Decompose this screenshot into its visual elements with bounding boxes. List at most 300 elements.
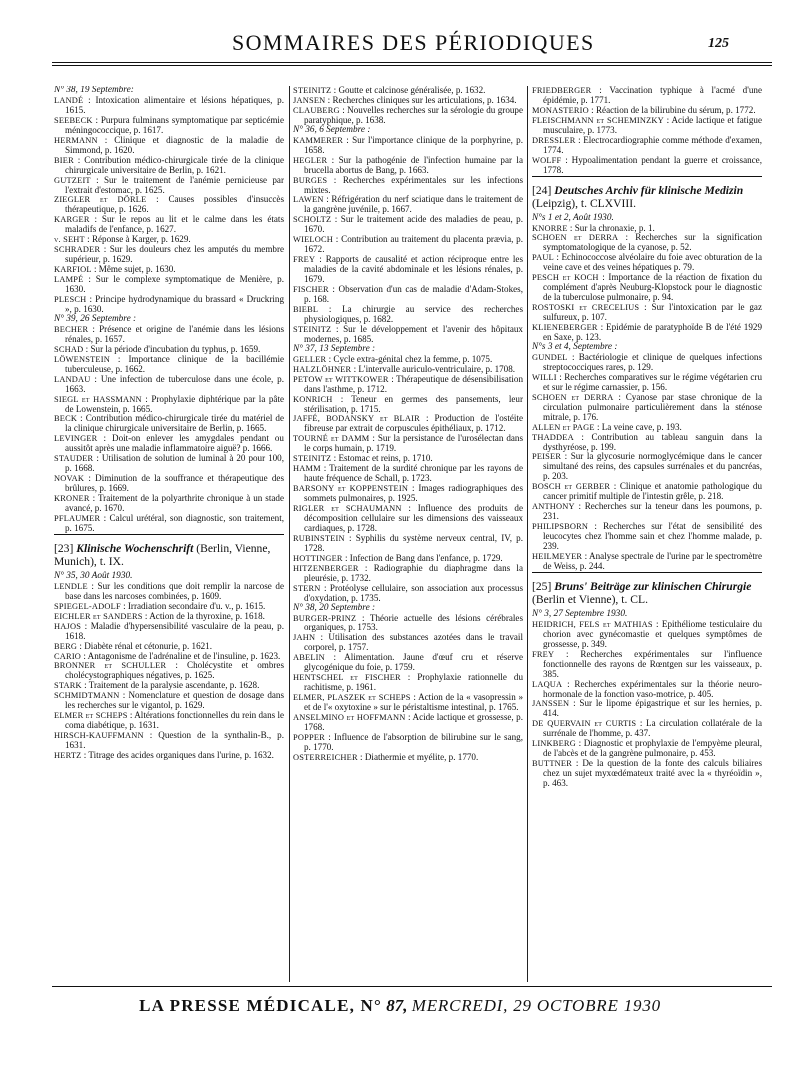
- article-entry: HERMANN : Clinique et diagnostic de la maladie de Simmond, p. 1620.: [54, 134, 284, 155]
- article-author: SCHOEN et DERRA: [532, 233, 619, 243]
- article-author: FLEISCHMANN et SCHEMINZKY: [532, 115, 664, 125]
- article-author: LEVINGER: [54, 434, 98, 444]
- article-entry: STERN : Protéolyse cellulaire, son association aux processus d'oxydation, p. 1735.: [293, 582, 523, 603]
- article-entry: ANTHONY : Recherches sur la teneur dans les poumons, p. 231.: [532, 501, 762, 522]
- article-author: JANSEN: [293, 95, 326, 105]
- article-title: Recherches comparatives sur le régime végétarien cru et sur le régime carnassier, p. 156.: [543, 371, 762, 392]
- article-author: KARFIOL: [54, 265, 92, 275]
- page-footer: [0, 996, 800, 1016]
- article-title: Traitement de la surdité chronique par les rayons de haute fréquence de Schall, p. 1723.: [304, 463, 523, 484]
- article-entry: WILLI : Recherches comparatives sur le régime végétarien cru et sur le régime carnassier, p. 156.: [532, 371, 762, 392]
- article-author: DRESSLER: [532, 135, 576, 145]
- article-entry: ANSELMINO et HOFFMANN : Acide lactique et grossesse, p. 1768.: [293, 712, 523, 732]
- article-author: BARSONY et KOPPENSTEIN: [293, 484, 409, 494]
- article-entry: NOVAK : Diminution de la souffrance et thérapeutique des brûlures, p. 1669.: [54, 473, 284, 494]
- article-title: Analyse spectrale de l'urine par le spectromètre de Weiss, p. 244.: [543, 550, 762, 571]
- article-author: BIEBL: [293, 304, 319, 314]
- article-author: GUTZEIT: [54, 175, 91, 185]
- article-author: LENDLE: [54, 581, 88, 591]
- header-rule-secondary: [52, 65, 772, 66]
- article-entry: SCHAD : Sur la période d'incubation du typhus, p. 1659.: [54, 343, 261, 354]
- article-title: Théorie actuelle des lésions cérébrales organiques, p. 1753.: [304, 612, 523, 633]
- article-author: SCHRADER: [54, 245, 101, 255]
- article-title: Calcul urétéral, son diagnostic, son traitement, p. 1675.: [65, 512, 284, 533]
- article-author: HERMANN: [54, 135, 98, 145]
- article-entry: LANDAU : Une infection de tuberculose dans une école, p. 1663.: [54, 373, 284, 394]
- article-entry: HAJOS : Maladie d'hypersensibilité vasculaire de la peau, p. 1618.: [54, 620, 284, 641]
- page-title: SOMMAIRES DES PÉRIODIQUES: [232, 30, 595, 55]
- article-entry: HITZENBERGER : Radiographie du diaphragme dans la pleurésie, p. 1732.: [293, 562, 523, 583]
- article-entry: ROSTOSKI et CRECELIUS : Sur l'intoxication par le gaz sulfureux, p. 107.: [532, 302, 762, 323]
- article-entry: CLAUBERG : Nouvelles recherches sur la sérologie du groupe paratyphique, p. 1638.: [293, 104, 523, 125]
- article-entry: PAUL : Echinococcose alvéolaire du foie avec obturation de la veine cave et des veines hépatiques p. 79.: [532, 252, 762, 273]
- article-author: LÖWENSTEIN: [54, 354, 110, 364]
- article-title: Intoxication alimentaire et lésions hépatiques, p. 1615.: [65, 94, 284, 115]
- journal-name: Klinische Wochenschrift: [76, 541, 194, 555]
- issue-heading: N° 36, 6 Septembre :: [293, 124, 371, 135]
- article-author: RIGLER et SCHAUMANN: [293, 504, 402, 514]
- article-entry: GUTZEIT : Sur le traitement de l'anémie pernicieuse par l'extrait d'estomac, p. 1625.: [54, 174, 284, 195]
- article-entry: SCHOLTZ : Sur le traitement acide des maladies de peau, p. 1670.: [293, 214, 523, 235]
- article-title: Alimentation. Jaune d'œuf cru et réserve glycogénique du foie, p. 1759.: [304, 652, 523, 673]
- article-author: LINKBERG: [532, 739, 576, 749]
- article-title: Maladie d'hypersensibilité vasculaire de la peau, p. 1618.: [65, 620, 284, 641]
- article-title: Utilisation des substances azotées dans le travail corporel, p. 1757.: [304, 632, 523, 653]
- journal-details: (Berlin et Vienne), t. CL.: [532, 592, 648, 606]
- article-title: Altérations fonctionnelles du rein dans le coma diabétique, p. 1631.: [65, 710, 284, 731]
- article-title: Cycle extra-génital chez la femme, p. 1075.: [333, 353, 493, 364]
- journal-details: (Berlin, Vienne, Munich), t. IX.: [54, 541, 271, 568]
- article-title: Importance de la réaction de fixation du complément d'après Neuburg-Klopstock pour le diagnostic de la tuberculose pulmonaire, p. 94.: [543, 272, 762, 303]
- article-author: PETOW et WITTKOWER: [293, 374, 389, 384]
- journal-name: Bruns' Beiträge zur klinischen Chirurgie: [554, 579, 752, 593]
- article-title: Syphilis du système nerveux central, IV, p. 1728.: [304, 532, 523, 553]
- article-author: KONRICH: [293, 394, 333, 404]
- article-entry: BERG : Diabète rénal et cétonurie, p. 1621.: [54, 640, 212, 651]
- article-title: Diabète rénal et cétonurie, p. 1621.: [84, 640, 212, 651]
- article-author: STEINITZ: [293, 86, 332, 95]
- article-entry: STEINITZ : Estomac et reins, p. 1710.: [293, 453, 433, 464]
- article-author: SCHAD: [54, 344, 84, 354]
- article-title: Sur le traitement de l'anémie pernicieuse par l'extrait d'estomac, p. 1625.: [65, 174, 284, 195]
- article-entry: KAMMERER : Sur l'importance clinique de la porphyrine, p. 1658.: [293, 134, 523, 155]
- article-author: HITZENBERGER: [293, 563, 359, 573]
- article-entry: HENTSCHEL et FISCHER : Prophylaxie rationnelle du rachitisme, p. 1961.: [293, 672, 523, 693]
- article-author: ANTHONY: [532, 502, 575, 512]
- article-entry: HEILMEYER : Analyse spectrale de l'urine par le spectromètre de Weiss, p. 244.: [532, 550, 762, 571]
- article-author: LANDÉ: [54, 95, 84, 105]
- article-title: Contribution au traitement du placenta prævia, p. 1672.: [304, 234, 523, 255]
- article-title: Infection de Bang dans l'enfance, p. 1729.: [349, 552, 503, 563]
- article-author: HALZLÖHNER: [293, 364, 352, 374]
- article-author: ANSELMINO et HOFFMANN: [293, 713, 406, 723]
- article-entry: LINKBERG : Diagnostic et prophylaxie de l'empyème pleural, de l'abcès et de la gangrène pulmonaire, p. 453.: [532, 738, 762, 759]
- article-title: Recherches sur la signification symptomatologique de la cyanose, p. 52.: [543, 232, 762, 253]
- article-title: Contribution au tableau sanguin dans la dysthyréose, p. 199.: [543, 431, 762, 452]
- article-title: Sur la persistance de l'urosélectan dans le corps humain, p. 1719.: [304, 433, 523, 454]
- article-author: STEINITZ: [293, 454, 332, 464]
- issue-heading: N°s 1 et 2, Août 1930.: [532, 212, 614, 223]
- article-title: Doit-on enlever les amygdales pendant ou aussitôt après une maladie inflammatoire aiguë? p. 1666.: [65, 433, 284, 454]
- issue-heading: N° 35, 30 Août 1930.: [54, 570, 133, 581]
- article-author: FREY: [532, 649, 555, 659]
- article-title: Diminution de la souffrance et thérapeutique des brûlures, p. 1669.: [65, 473, 284, 494]
- column-left: [54, 86, 284, 982]
- article-author: JANSSEN: [532, 699, 570, 709]
- article-author: BURGES: [293, 175, 328, 185]
- article-title: Hypoalimentation pendant la guerre et croissance, 1778.: [543, 154, 762, 175]
- header-rule: [52, 62, 772, 63]
- article-title: Sur la glycosurie normoglycémique dans le cancer simultané des reins, des capsules surrénales et du pancréas, p. 203.: [543, 451, 762, 482]
- article-author: SCHOLTZ: [293, 215, 332, 225]
- article-author: LANDAU: [54, 374, 91, 384]
- article-author: PESCH et KOCH: [532, 273, 599, 283]
- article-entry: EICHLER et SANDERS : Action de la thyroxine, p. 1618.: [54, 610, 265, 621]
- article-title: Utilisation de solution de luminal à 20 pour 100, p. 1668.: [65, 453, 284, 474]
- article-author: v. SEHT: [54, 235, 85, 245]
- article-entry: BARSONY et KOPPENSTEIN : Images radiographiques des sommets pulmonaires, p. 1925.: [293, 483, 523, 504]
- article-title: Estomac et reins, p. 1710.: [338, 453, 433, 464]
- article-author: STERN: [293, 583, 321, 593]
- article-entry: HEIDRICH, FELS et MATHIAS : Epithéliome testiculaire du chorion avec gynécomastie et quelques symptômes de grossesse, p. 349.: [532, 618, 762, 649]
- article-title: Présence et origine de l'anémie dans les lésions rénales, p. 1657.: [65, 323, 284, 344]
- article-author: BIER: [54, 155, 74, 165]
- article-entry: KLIENEBERGER : Epidémie de paratyphoïde B de l'été 1929 en Saxe, p. 123.: [532, 322, 762, 343]
- article-author: GELLER: [293, 354, 327, 364]
- journal-title: [54, 534, 284, 572]
- article-title: Principe hydrodynamique du brassard « Druckring », p. 1630.: [65, 294, 284, 314]
- article-title: Recherches sur l'état de sensibilité des leucocytes chez l'homme sain et chez l'homme malade, p. 239.: [543, 521, 762, 552]
- article-title: Echinococcose alvéolaire du foie avec obturation de la veine cave et des veines hépatiques p. 79.: [543, 252, 762, 273]
- article-title: Sur les douleurs chez les amputés du membre supérieur, p. 1629.: [65, 244, 284, 265]
- article-entry: DRESSLER : Electrocardiographie comme méthode d'examen, 1774.: [532, 134, 762, 155]
- article-title: Clinique et diagnostic de la maladie de Simmond, p. 1620.: [65, 134, 284, 155]
- article-entry: RUBINSTEIN : Syphilis du système nerveux central, IV, p. 1728.: [293, 532, 523, 553]
- article-entry: FREY : Recherches expérimentales sur l'influence fonctionnelle des rayons de Rœntgen sur les vaisseaux, p. 385.: [532, 648, 762, 679]
- article-author: SPIEGEL-ADOLF: [54, 601, 121, 611]
- article-entry: JANSEN : Recherches cliniques sur les articulations, p. 1634.: [293, 94, 517, 105]
- article-entry: LEVINGER : Doit-on enlever les amygdales pendant ou aussitôt après une maladie inflammatoire aiguë? p. 1666.: [54, 433, 284, 454]
- article-entry: WIELOCH : Contribution au traitement du placenta prævia, p. 1672.: [293, 234, 523, 255]
- article-author: ELMER et SCHEPS: [54, 711, 128, 721]
- article-title: Diagnostic et prophylaxie de l'empyème pleural, de l'abcès et de la gangrène pulmonaire, p. 453.: [543, 738, 762, 759]
- article-author: KNORRE: [532, 223, 568, 233]
- article-author: SCHOEN et DERRA: [532, 392, 614, 402]
- article-entry: CARIO : Antagonisme de l'adrénaline et de l'insuline, p. 1623.: [54, 650, 281, 661]
- article-author: ALLEN et PAGE: [532, 422, 595, 432]
- article-author: PAUL: [532, 253, 554, 263]
- article-entry: JANSSEN : Sur le lipome épigastrique et sur les hernies, p. 414.: [532, 698, 762, 719]
- article-entry: STEINITZ : Goutte et calcinose généralisée, p. 1632.: [293, 86, 486, 95]
- article-title: Nomenclature et question de dosage dans les recherches sur le vigantol, p. 1629.: [65, 690, 284, 711]
- article-title: Sur l'intoxication par le gaz sulfureux, p. 107.: [543, 302, 762, 323]
- issue-heading: N° 37, 13 Septembre :: [293, 343, 376, 354]
- article-entry: STARK : Traitement de la paralysie ascendante, p. 1628.: [54, 680, 260, 691]
- article-entry: LÖWENSTEIN : Importance clinique de la bacillémie tuberculeuse, p. 1662.: [54, 353, 284, 374]
- article-author: GUNDEL: [532, 352, 568, 362]
- journal-title: [532, 572, 762, 610]
- article-title: De la question de la fonte des calculs biliaires chez un sujet myxœdémateux traité avec la « thyréoïdin », p. 463.: [543, 758, 762, 789]
- article-entry: ELMER et SCHEPS : Altérations fonctionnelles du rein dans le coma diabétique, p. 1631.: [54, 710, 284, 731]
- article-entry: HEGLER : Sur la pathogénie de l'infection humaine par la brucella abortus de Bang, p. 1663.: [293, 154, 523, 175]
- article-entry: THADDEA : Contribution au tableau sanguin dans la dysthyréose, p. 199.: [532, 431, 762, 452]
- article-entry: GUNDEL : Bactériologie et clinique de quelques infections streptococciques rares, p. 129.: [532, 351, 762, 372]
- article-title: Contribution médico-chirurgicale tirée du matériel de la clinique chirurgicale universitaire de Berlin, p. 1665.: [65, 413, 284, 434]
- column-divider: [289, 86, 290, 982]
- article-title: Traitement de la paralysie ascendante, p. 1628.: [88, 680, 260, 691]
- article-entry: PHILIPSBORN : Recherches sur l'état de sensibilité des leucocytes chez l'homme sain et chez l'homme malade, p. 239.: [532, 521, 762, 552]
- article-entry: SCHOEN et DERRA : Recherches sur la signification symptomatologique de la cyanose, p. 52.: [532, 232, 762, 253]
- article-title: Goutte et calcinose généralisée, p. 1632.: [338, 86, 486, 95]
- article-title: Sur le traitement acide des maladies de peau, p. 1670.: [304, 214, 523, 235]
- article-author: JAHN: [293, 633, 316, 643]
- article-author: LAQUA: [532, 679, 563, 689]
- article-title: Importance clinique de la bacillémie tuberculeuse, p. 1662.: [65, 353, 284, 374]
- column-divider: [527, 86, 528, 982]
- article-title: Réponse à Karger, p. 1629.: [91, 234, 191, 245]
- footer-rule: [52, 986, 772, 987]
- article-title: Action de la « vasopressin » et de l'« oxytoxine » sur le péristaltisme intestinal, p. 1765.: [304, 692, 523, 713]
- article-entry: BECHER : Présence et origine de l'anémie dans les lésions rénales, p. 1657.: [54, 323, 284, 344]
- article-author: HEIDRICH, FELS et MATHIAS: [532, 619, 653, 629]
- article-title: Recherches expérimentales sur les infections mixtes.: [304, 174, 523, 195]
- article-entry: POPPER : Influence de l'absorption de bilirubine sur le sang, p. 1770.: [293, 731, 523, 752]
- article-entry: HALZLÖHNER : L'intervalle auriculo-ventriculaire, p. 1708.: [293, 363, 516, 374]
- journal-details: (Leipzig), t. CLXVIII.: [532, 196, 636, 210]
- article-title: Images radiographiques des sommets pulmonaires, p. 1925.: [304, 483, 523, 504]
- article-title: Sur la pathogénie de l'infection humaine par la brucella abortus de Bang, p. 1663.: [304, 154, 523, 175]
- article-entry: KNORRE : Sur la chronaxie, p. 1.: [532, 222, 655, 233]
- article-entry: GELLER : Cycle extra-génital chez la femme, p. 1075.: [293, 353, 493, 364]
- article-title: Epidémie de paratyphoïde B de l'été 1929 en Saxe, p. 123.: [543, 322, 762, 343]
- article-author: LAWEN: [293, 195, 324, 205]
- article-entry: STAUDER : Utilisation de solution de luminal à 20 pour 100, p. 1668.: [54, 453, 284, 474]
- article-entry: MONASTERIO : Réaction de la bilirubine du sérum, p. 1772.: [532, 104, 756, 115]
- article-author: PEISER: [532, 452, 562, 462]
- article-title: Une infection de tuberculose dans une école, p. 1663.: [65, 373, 284, 394]
- article-entry: BUTTNER : De la question de la fonte des calculs biliaires chez un sujet myxœdémateux traité avec la « thyréoïdin », p. 463.: [532, 758, 762, 789]
- article-author: PHILIPSBORN: [532, 522, 589, 532]
- article-entry: BRONNER et SCHULLER : Cholécystite et ombres cholécystographiques négatives, p. 1625.: [54, 660, 284, 681]
- article-title: Prophylaxie diphtérique par la pâte de Lowenstein, p. 1665.: [65, 393, 284, 414]
- article-author: POPPER: [293, 732, 325, 742]
- article-entry: ELMER, PLASZEK et SCHEPS : Action de la « vasopressin » et de l'« oxytoxine » sur le péristaltisme intestinal, p. 1765.: [293, 692, 523, 713]
- article-author: MONASTERIO: [532, 105, 589, 115]
- article-author: PFLAUMER: [54, 513, 101, 523]
- article-author: THADDEA: [532, 432, 574, 442]
- article-author: HIRSCH-KAUFFMANN: [54, 731, 144, 741]
- article-entry: ALLEN et PAGE : La veine cave, p. 193.: [532, 421, 682, 432]
- article-title: Causes possibles d'insuccès thérapeutique, p. 1626.: [65, 194, 284, 215]
- article-author: BURGER-PRINZ: [293, 613, 357, 623]
- article-author: HOTTINGER: [293, 553, 343, 563]
- article-entry: RIGLER et SCHAUMANN : Influence des produits de décomposition cellulaire sur les dimensions des vaisseaux cardiaques, p. 1728.: [293, 503, 523, 533]
- article-author: HERTZ: [54, 751, 82, 761]
- article-title: Influence de l'absorption de bilirubine sur le sang, p. 1770.: [304, 731, 523, 752]
- article-title: Production de l'ostéite fibreuse par extrait de corpuscules épithéliaux, p. 1712.: [304, 413, 523, 434]
- article-title: Bactériologie et clinique de quelques infections streptococciques rares, p. 129.: [543, 351, 762, 372]
- article-title: Protéolyse cellulaire, son association aux processus d'oxydation, p. 1735.: [304, 582, 523, 603]
- article-entry: SEEBECK : Purpura fulminans symptomatique par septicémie méningococcique, p. 1617.: [54, 114, 284, 135]
- article-title: Sur la chronaxie, p. 1.: [574, 222, 655, 233]
- journal-name: Deutsches Archiv für klinische Medizin: [554, 183, 744, 197]
- article-entry: BIEBL : La chirurgie au service des recherches physiologiques, p. 1682.: [293, 303, 523, 324]
- article-author: ROSTOSKI et CRECELIUS: [532, 303, 640, 313]
- article-title: Cholécystite et ombres cholécystographiques négatives, p. 1625.: [65, 660, 284, 681]
- article-author: HAMM: [293, 464, 321, 474]
- article-author: SEEBECK: [54, 115, 93, 125]
- column-middle: [293, 86, 523, 982]
- article-author: ZIEGLER et DÖRLE: [54, 195, 147, 205]
- article-author: HAJOS: [54, 621, 82, 631]
- article-entry: SCHOEN et DERRA : Cyanose par stase chronique de la circulation pulmonaire particulièrement dans la sténose mitrale, p. 176.: [532, 391, 762, 422]
- article-author: STAUDER: [54, 454, 94, 464]
- article-entry: JAHN : Utilisation des substances azotées dans le travail corporel, p. 1757.: [293, 632, 523, 653]
- article-title: Acide lactique et fatigue musculaire, p. 1773.: [543, 114, 762, 135]
- article-author: BERG: [54, 641, 78, 651]
- article-title: Cyanose par stase chronique de la circulation pulmonaire particulièrement dans la sténose mitrale, p. 176.: [543, 391, 762, 422]
- article-title: Diathermie et myélite, p. 1770.: [364, 751, 479, 762]
- article-entry: FISCHER : Observation d'un cas de maladie d'Adam-Stokes, p. 168.: [293, 284, 523, 305]
- article-entry: PFLAUMER : Calcul urétéral, son diagnostic, son traitement, p. 1675.: [54, 512, 284, 533]
- article-entry: KONRICH : Teneur en germes des pansements, leur stérilisation, p. 1715.: [293, 393, 523, 414]
- article-author: DE QUERVAIN et CURTIS: [532, 719, 637, 729]
- article-author: ELMER, PLASZEK et SCHEPS: [293, 693, 411, 703]
- article-author: SCHMIDTMANN: [54, 691, 120, 701]
- article-title: Recherches expérimentales sur l'influence fonctionnelle des rayons de Rœntgen sur les vaisseaux, p. 385.: [543, 648, 762, 679]
- article-title: La veine cave, p. 193.: [601, 421, 682, 432]
- article-author: WOLFF: [532, 155, 562, 165]
- page-number: 125: [708, 36, 729, 51]
- article-entry: SIEGL et HASSMANN : Prophylaxie diphtérique par la pâte de Lowenstein, p. 1665.: [54, 393, 284, 414]
- article-entry: HERTZ : Titrage des acides organiques dans l'urine, p. 1632.: [54, 750, 274, 761]
- article-title: Même sujet, p. 1630.: [98, 264, 176, 275]
- article-entry: ZIEGLER et DÖRLE : Causes possibles d'insuccès thérapeutique, p. 1626.: [54, 194, 284, 215]
- article-title: Sur le lipome épigastrique et sur les hernies, p. 414.: [543, 698, 762, 719]
- article-entry: BURGER-PRINZ : Théorie actuelle des lésions cérébrales organiques, p. 1753.: [293, 612, 523, 633]
- article-title: La chirurgie au service des recherches physiologiques, p. 1682.: [304, 303, 523, 324]
- article-title: Recherches sur la teneur dans les poumons, p. 231.: [543, 501, 762, 522]
- article-author: SIEGL et HASSMANN: [54, 394, 142, 404]
- journal-number: [24]: [532, 183, 552, 197]
- article-title: Recherches expérimentales sur la théorie neuro-hormonale de la fonction vaso-motrice, p. 405.: [543, 678, 762, 699]
- article-author: STARK: [54, 681, 82, 691]
- article-entry: PETOW et WITTKOWER : Thérapeutique de désensibilisation dans l'asthme, p. 1712.: [293, 373, 523, 394]
- article-title: Influence des produits de décomposition cellulaire sur les dimensions des vaisseaux cardiaques, p. 1728.: [304, 503, 523, 533]
- article-author: BOSCH et GERBER: [532, 482, 611, 492]
- article-author: BECHER: [54, 324, 89, 334]
- footer-publication: LA PRESSE MÉDICALE, N°: [139, 996, 382, 1015]
- article-title: Titrage des acides organiques dans l'urine, p. 1632.: [88, 750, 274, 761]
- article-entry: HOTTINGER : Infection de Bang dans l'enfance, p. 1729.: [293, 552, 503, 563]
- article-title: Rapports de causalité et action réciproque entre les maladies de la cavité abdominale et les lésions rénales, p. 1679.: [304, 254, 523, 285]
- article-author: HEILMEYER: [532, 551, 583, 561]
- article-title: Epithéliome testiculaire du chorion avec gynécomastie et quelques symptômes de grossesse, p. 349.: [543, 618, 762, 649]
- article-entry: PESCH et KOCH : Importance de la réaction de fixation du complément d'après Neuburg-Klopstock pour le diagnostic de la tuberculose pulmonaire, p. 94.: [532, 272, 762, 303]
- article-author: OSTERREICHER: [293, 752, 358, 762]
- article-author: EICHLER et SANDERS: [54, 611, 143, 621]
- article-title: Question de la synthalin-B., p. 1631.: [65, 730, 284, 751]
- article-entry: SCHMIDTMANN : Nomenclature et question de dosage dans les recherches sur le vigantol, p. 1629.: [54, 690, 284, 711]
- issue-heading: N°s 3 et 4, Septembre :: [532, 341, 618, 352]
- article-entry: WOLFF : Hypoalimentation pendant la guerre et croissance, 1778.: [532, 154, 762, 175]
- article-title: Clinique et anatomie pathologique du cancer primitif multiple de l'intestin grêle, p. 218.: [543, 481, 762, 502]
- article-author: WILLI: [532, 372, 557, 382]
- article-entry: SPIEGEL-ADOLF : Irradiation secondaire d'u. v., p. 1615.: [54, 600, 266, 611]
- article-title: Action de la thyroxine, p. 1618.: [149, 610, 265, 621]
- article-title: Sur le développement et l'avenir des hôpitaux modernes, p. 1685.: [304, 323, 523, 344]
- journal-number: [25]: [532, 579, 552, 593]
- article-title: Sur l'importance clinique de la porphyrine, p. 1658.: [304, 134, 523, 155]
- article-title: Radiographie du diaphragme dans la pleurésie, p. 1732.: [304, 562, 523, 583]
- journal-title: [532, 176, 762, 214]
- article-title: Irradiation secondaire d'u. v., p. 1615.: [127, 600, 266, 611]
- article-title: L'intervalle auriculo-ventriculaire, p. 1708.: [358, 363, 516, 374]
- article-title: Sur le complexe symptomatique de Menière, p. 1630.: [65, 274, 284, 295]
- article-entry: PEISER : Sur la glycosurie normoglycémique dans le cancer simultané des reins, des capsules surrénales et du pancréas, p. 203.: [532, 451, 762, 482]
- article-title: Réfrigération du nerf sciatique dans le traitement de la gangrène juvénile, p. 1667.: [304, 194, 523, 215]
- article-author: NOVAK: [54, 474, 85, 484]
- article-entry: BOSCH et GERBER : Clinique et anatomie pathologique du cancer primitif multiple de l'intestin grêle, p. 218.: [532, 481, 762, 502]
- article-entry: FLEISCHMANN et SCHEMINZKY : Acide lactique et fatigue musculaire, p. 1773.: [532, 114, 762, 135]
- article-author: JAFFÉ, BODANSKY et BLAIR: [293, 414, 420, 424]
- article-author: LAMPÉ: [54, 275, 84, 285]
- article-entry: BURGES : Recherches expérimentales sur les infections mixtes.: [293, 174, 523, 195]
- article-author: FRIEDBERGER: [532, 86, 592, 95]
- footer-issue-number: 87,: [386, 996, 408, 1015]
- issue-heading: N° 38, 19 Septembre:: [54, 86, 134, 95]
- article-entry: v. SEHT : Réponse à Karger, p. 1629.: [54, 234, 191, 245]
- article-entry: LAWEN : Réfrigération du nerf sciatique dans le traitement de la gangrène juvénile, p. 1667.: [293, 194, 523, 215]
- article-author: BECK: [54, 414, 78, 424]
- article-title: Purpura fulminans symptomatique par septicémie méningococcique, p. 1617.: [65, 114, 284, 135]
- article-title: Sur les conditions que doit remplir la narcose de base dans les narcoses combinées, p. 1609.: [65, 580, 284, 601]
- article-title: Observation d'un cas de maladie d'Adam-Stokes, p. 168.: [304, 284, 523, 305]
- article-author: KAMMERER: [293, 135, 343, 145]
- journal-number: [23]: [54, 541, 74, 555]
- article-author: TOURNÉ et DAMM: [293, 434, 370, 444]
- article-entry: FREY : Rapports de causalité et action réciproque entre les maladies de la cavité abdominale et les lésions rénales, p. 1679.: [293, 254, 523, 285]
- article-entry: OSTERREICHER : Diathermie et myélite, p. 1770.: [293, 751, 479, 762]
- issue-heading: N° 39, 26 Septembre :: [54, 313, 137, 324]
- article-entry: FRIEDBERGER : Vaccination typhique à l'acmé d'une épidémie, p. 1771.: [532, 86, 762, 105]
- article-title: Teneur en germes des pansements, leur stérilisation, p. 1715.: [304, 393, 523, 414]
- article-author: CLAUBERG: [293, 105, 340, 115]
- article-title: Sur le repos au lit et le calme dans les états maladifs de l'enfance, p. 1627.: [65, 214, 284, 235]
- article-author: PLESCH: [54, 295, 87, 305]
- article-title: Recherches cliniques sur les articulations, p. 1634.: [332, 94, 517, 105]
- article-author: KARGER: [54, 215, 90, 225]
- article-entry: KARGER : Sur le repos au lit et le calme dans les états maladifs de l'enfance, p. 1627.: [54, 214, 284, 235]
- article-title: Nouvelles recherches sur la sérologie du groupe paratyphique, p. 1638.: [304, 104, 523, 125]
- article-entry: DE QUERVAIN et CURTIS : La circulation collatérale de la surrénale de l'homme, p. 437.: [532, 718, 762, 739]
- article-title: Prophylaxie rationnelle du rachitisme, p. 1961.: [304, 672, 523, 693]
- article-title: Vaccination typhique à l'acmé d'une épidémie, p. 1771.: [543, 86, 762, 105]
- article-author: BRONNER et SCHULLER: [54, 661, 167, 671]
- footer-date: MERCREDI, 29 OCTOBRE 1930: [411, 996, 661, 1015]
- article-title: Sur la période d'incubation du typhus, p. 1659.: [90, 343, 261, 354]
- article-title: Acide lactique et grossesse, p. 1768.: [304, 712, 523, 732]
- article-author: HEGLER: [293, 155, 328, 165]
- issue-heading: N° 38, 20 Septembre :: [293, 602, 376, 613]
- article-entry: SCHRADER : Sur les douleurs chez les amputés du membre supérieur, p. 1629.: [54, 244, 284, 265]
- article-author: FREY: [293, 255, 316, 265]
- article-author: BUTTNER: [532, 759, 573, 769]
- article-title: Contribution médico-chirurgicale tirée de la clinique chirurgicale universitaire de Berlin, p. 1621.: [65, 154, 284, 175]
- article-title: Thérapeutique de désensibilisation dans l'asthme, p. 1712.: [304, 373, 523, 394]
- article-entry: LANDÉ : Intoxication alimentaire et lésions hépatiques, p. 1615.: [54, 94, 284, 115]
- article-entry: BIER : Contribution médico-chirurgicale tirée de la clinique chirurgicale universitaire de Berlin, p. 1621.: [54, 154, 284, 175]
